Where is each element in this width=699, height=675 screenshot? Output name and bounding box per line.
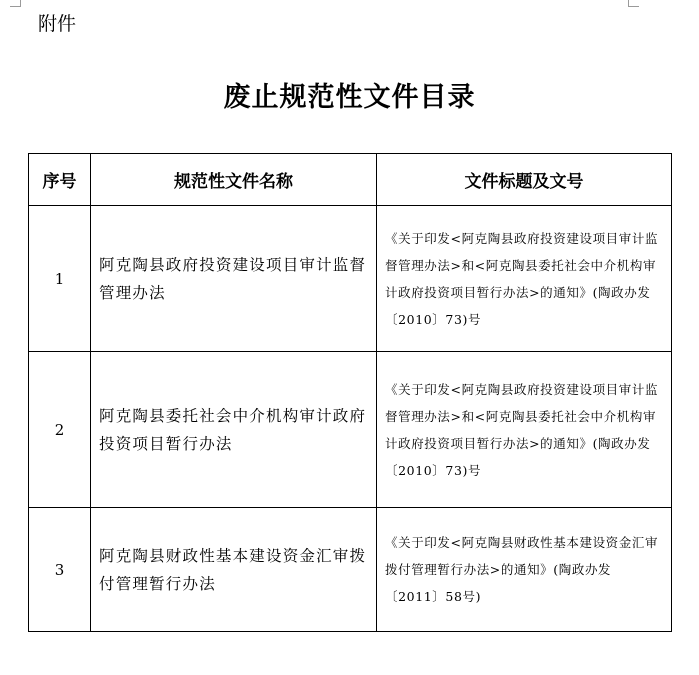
- attachment-label: 附件: [38, 13, 77, 35]
- row-document-title-number: 《关于印发<阿克陶县财政性基本建设资金汇审拨付管理暂行办法>的通知》(陶政办发〔2011〕58号): [377, 508, 672, 632]
- document-title: 废止规范性文件目录: [223, 82, 476, 113]
- row-seq: 2: [29, 352, 91, 508]
- table-row: [29, 352, 672, 508]
- row-seq: 1: [29, 206, 91, 352]
- row-document-name: 阿克陶县政府投资建设项目审计监督管理办法: [91, 206, 377, 352]
- table-header-row: [29, 154, 672, 206]
- header-document-name: 规范性文件名称: [91, 154, 377, 206]
- row-document-name: 阿克陶县委托社会中介机构审计政府投资项目暂行办法: [91, 352, 377, 508]
- row-document-title-number: 《关于印发<阿克陶县政府投资建设项目审计监督管理办法>和<阿克陶县委托社会中介机构审计政府投资项目暂行办法>的通知》(陶政办发〔2010〕73)号: [377, 206, 672, 352]
- header-document-title-number: 文件标题及文号: [377, 154, 672, 206]
- repealed-documents-table: [28, 153, 672, 632]
- page-corner-mark-right: [628, 0, 639, 7]
- row-document-title-number: 《关于印发<阿克陶县政府投资建设项目审计监督管理办法>和<阿克陶县委托社会中介机构审计政府投资项目暂行办法>的通知》(陶政办发〔2010〕73)号: [377, 352, 672, 508]
- row-seq: 3: [29, 508, 91, 632]
- table-row: [29, 508, 672, 632]
- table-row: [29, 206, 672, 352]
- row-document-name: 阿克陶县财政性基本建设资金汇审拨付管理暂行办法: [91, 508, 377, 632]
- header-seq: 序号: [29, 154, 91, 206]
- page-corner-mark-left: [10, 0, 21, 7]
